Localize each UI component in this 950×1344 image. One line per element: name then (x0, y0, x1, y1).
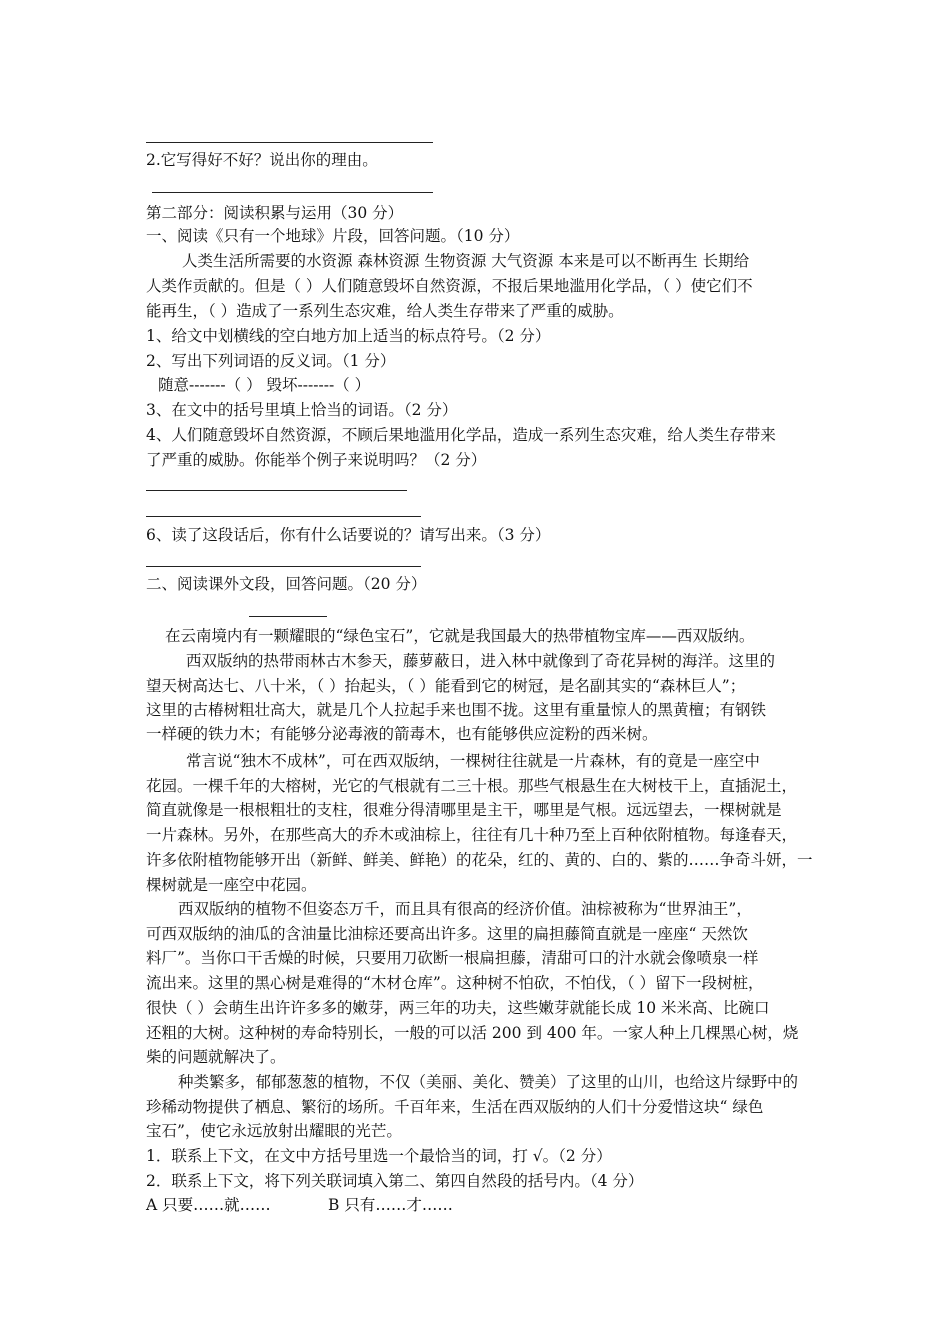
passage2-para5-line: 宝石”，使它永远放射出耀眼的光芒。 (146, 1122, 402, 1140)
s1-question-3: 3、在文中的括号里填上恰当的词语。（2 分） (146, 401, 458, 419)
answer-line (146, 490, 407, 491)
option-b: B 只有……才…… (328, 1196, 453, 1214)
passage2-para3-line: 简直就像是一根根粗壮的支柱，很难分得清哪里是主干，哪里是气根。远远望去，一棵树就是 (146, 801, 782, 819)
part2-heading: 第二部分：阅读积累与运用（30 分） (146, 204, 404, 222)
answer-line (146, 566, 421, 567)
passage2-para3-line: 花园。一棵千年的大榕树，光它的气根就有二三十根。那些气根悬生在大树枝干上，直插泥土， (146, 777, 798, 795)
passage2-para2-line: 这里的古椿树粗壮高大，就是几个人拉起手来也围不拢。这里有重量惊人的黑黄檀；有钢铁 (146, 701, 767, 719)
s2-question-1: 1．联系上下文，在文中方括号里选一个最恰当的词，打 √。（2 分） (146, 1147, 612, 1165)
s2-question-2: 2．联系上下文，将下列关联词填入第二、第四自然段的括号内。（4 分） (146, 1172, 644, 1190)
passage1-line: 人类作贡献的。但是（ ）人们随意毁坏自然资源，不报后果地滥用化学品，（ ）使它们不 (146, 277, 753, 295)
passage2-para5-line: 种类繁多，郁郁葱葱的植物，不仅（美丽、美化、赞美）了这里的山川，也给这片绿野中的 (178, 1073, 799, 1091)
passage2-para4-line: 很快（ ）会萌生出许许多多的嫩芽，两三年的功夫，这些嫩芽就能长成 10 米米高、比碗口 (146, 999, 770, 1017)
passage2-para3-line: 一片森林。另外，在那些高大的乔木或油棕上，往往有几十种乃至上百种依附植物。每逢春天， (146, 826, 798, 844)
answer-line (152, 192, 433, 193)
passage2-para4-line: 还粗的大树。这种树的寿命特别长，一般的可以活 200 到 400 年。一家人种上几棵黑心树，烧 (146, 1024, 799, 1042)
passage2-para2-line: 一样硬的铁力木；有能够分泌毒液的箭毒木，也有能够供应淀粉的西米树。 (146, 725, 658, 743)
section2-heading: 二、阅读课外文段，回答问题。（20 分） (146, 575, 427, 593)
passage2-para2-line: 西双版纳的热带雨林古木参天，藤萝蔽日，进入林中就像到了奇花异树的海洋。这里的 (186, 652, 776, 670)
s1-question-4: 4、人们随意毁坏自然资源，不顾后果地滥用化学品，造成一系列生态灾难，给人类生存带来 (146, 426, 776, 444)
s1-question-6: 6、读了这段话后，你有什么话要说的？请写出来。（3 分） (146, 526, 551, 544)
passage1-line: 人类生活所需要的水资源 森林资源 生物资源 大气资源 本来是可以不断再生 长期给 (182, 252, 750, 270)
passage2-para3-line: 常言说“独木不成林”，可在西双版纳，一棵树往往就是一片森林，有的竟是一座空中 (186, 752, 760, 770)
passage2-para3-line: 棵树就是一座空中花园。 (146, 876, 317, 894)
passage2-para4-line: 可西双版纳的油瓜的含油量比油棕还要高出许多。这里的扁担藤简直就是一座座“ 天然饮 (146, 925, 748, 943)
passage2-para5-line: 珍稀动物提供了栖息、繁衍的场所。千百年来，生活在西双版纳的人们十分爱惜这块“ 绿色 (146, 1098, 764, 1116)
passage2-para4-line: 柴的问题就解决了。 (146, 1048, 286, 1066)
option-a: A 只要……就…… (146, 1196, 271, 1214)
s1-question-4-cont: 了严重的威胁。你能举个例子来说明吗？（2 分） (146, 451, 487, 469)
passage1-line: 能再生，（ ）造成了一系列生态灾难，给人类生存带来了严重的威胁。 (146, 302, 624, 320)
passage2-para1: 在云南境内有一颗耀眼的“绿色宝石”，它就是我国最大的热带植物宝库——西双版纳。 (165, 627, 755, 645)
short-line (249, 616, 327, 617)
section1-heading: 一、阅读《只有一个地球》片段，回答问题。（10 分） (146, 227, 520, 245)
passage2-para3-line: 许多依附植物能够开出（新鲜、鲜美、鲜艳）的花朵，红的、黄的、白的、紫的……争奇斗妍，一 (146, 851, 813, 869)
passage2-para4-line: 西双版纳的植物不但姿态万千，而且具有很高的经济价值。油棕被称为“世界油王”， (178, 900, 752, 918)
s1-question-2: 2、写出下列词语的反义词。（1 分） (146, 352, 396, 370)
answer-line (146, 142, 433, 143)
answer-line (146, 516, 421, 517)
s1-question-1: 1、给文中划横线的空白地方加上适当的标点符号。（2 分） (146, 327, 551, 345)
antonym-items: 随意-------（ ） 毁坏-------（ ） (158, 376, 371, 394)
passage2-para4-line: 流出来。这里的黑心树是难得的“木材仓库”。这种树不怕砍，不怕伐，（ ）留下一段树桩， (146, 974, 764, 992)
passage2-para4-line: 料厂”。当你口干舌燥的时候，只要用刀砍断一根扁担藤，清甜可口的汁水就会像喷泉一样 (146, 949, 759, 967)
passage2-para2-line: 望天树高达七、八十米，（ ）抬起头，（ ）能看到它的树冠，是名副其实的“森林巨人”； (146, 677, 746, 695)
question-reason: 2.它写得好不好？说出你的理由。 (146, 151, 378, 169)
